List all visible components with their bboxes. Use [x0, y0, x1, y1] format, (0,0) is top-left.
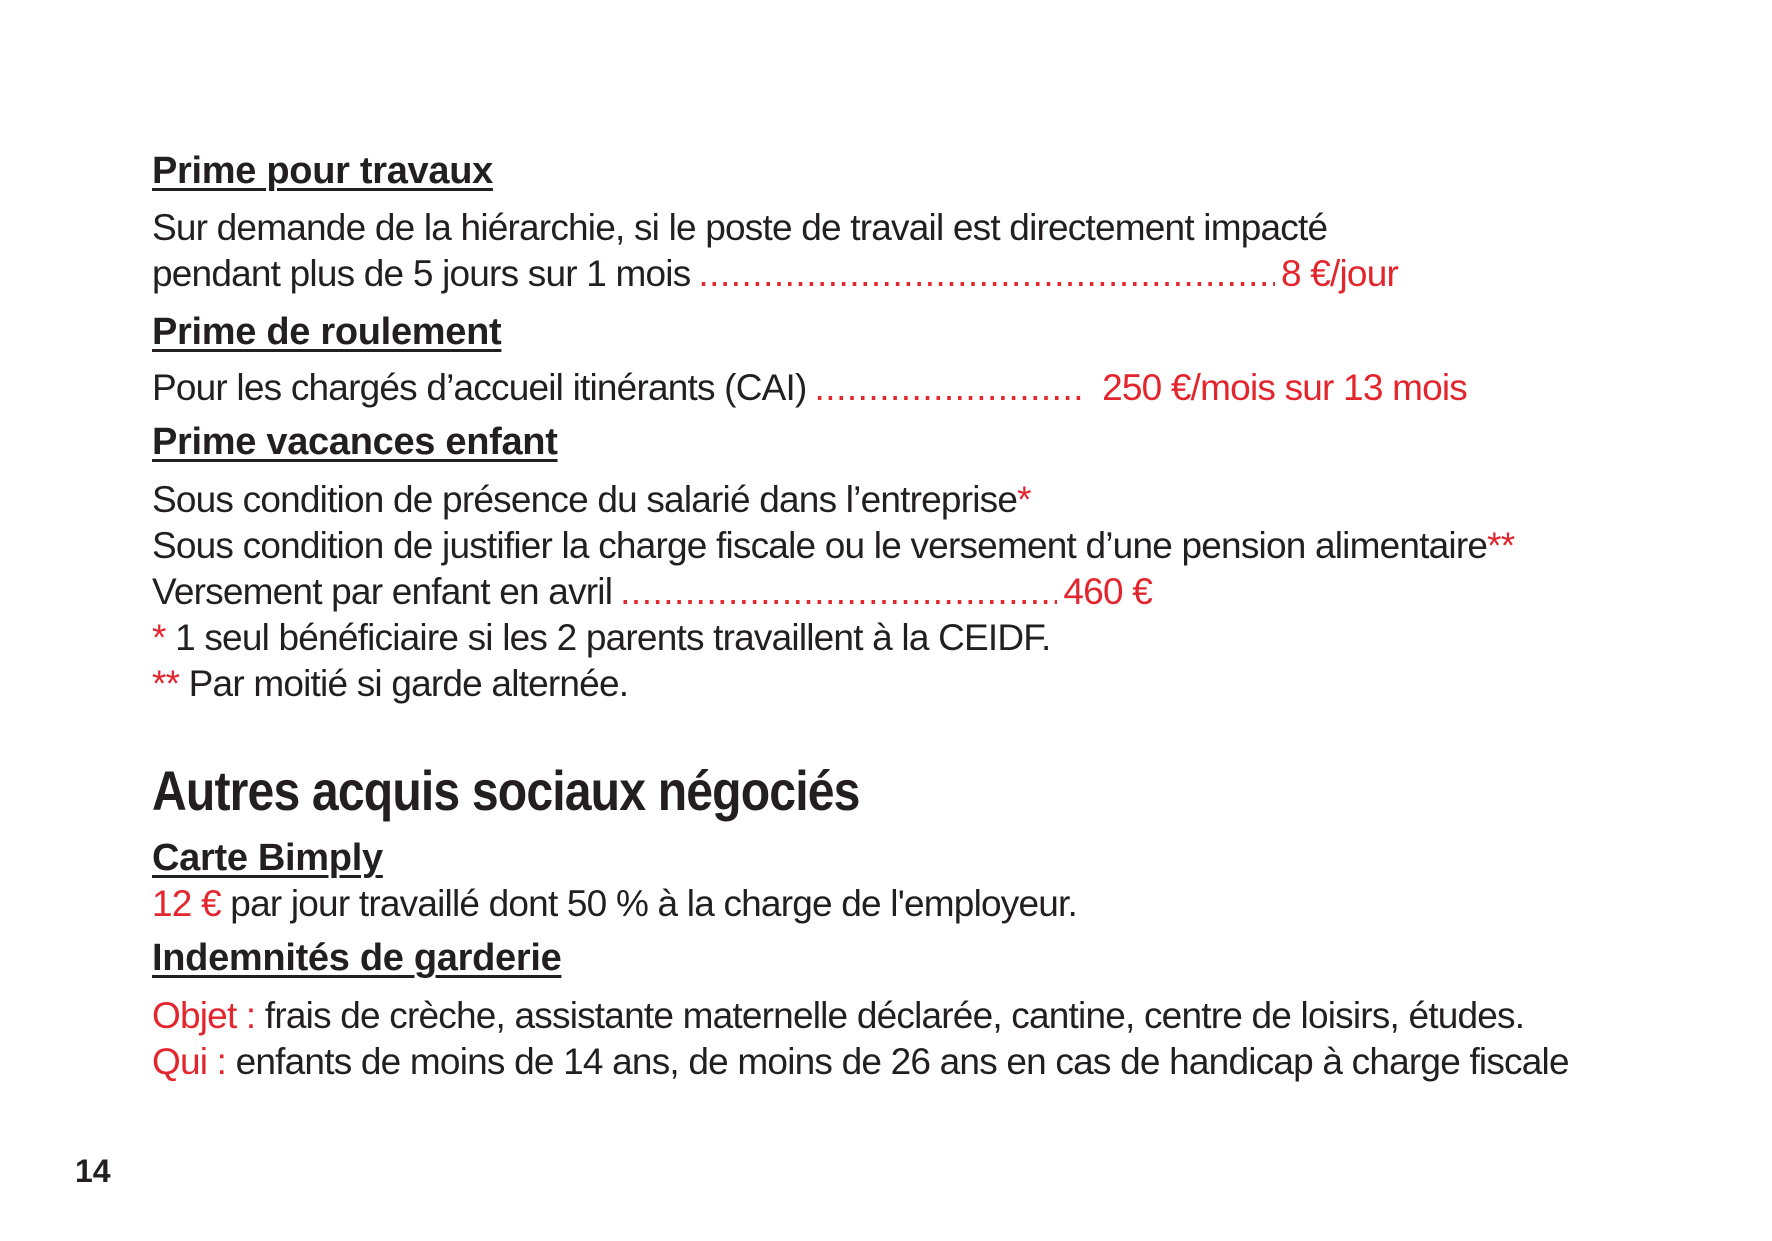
objet-text: frais de crèche, assistante maternelle déclarée, cantine, centre de loisirs, études.: [255, 995, 1525, 1036]
page-content: [152, 148, 1632, 1085]
objet-label: Objet :: [152, 995, 256, 1036]
prime-travaux-condition: pendant plus de 5 jours sur 1 mois: [152, 253, 691, 294]
prime-vacances-line1: [152, 477, 1632, 523]
footnote-mark: **: [1487, 525, 1515, 566]
footnote-mark: *: [152, 617, 166, 658]
prime-roulement-amount: 250 €/mois sur 13 mois: [1102, 367, 1467, 408]
carte-bimply-line: [152, 881, 1632, 927]
prime-roulement-text: Pour les chargés d’accueil itinérants (CAI): [152, 367, 807, 408]
carte-bimply-heading: Carte Bimply: [152, 837, 383, 879]
prime-travaux-line2: [152, 251, 1398, 297]
carte-bimply-text: par jour travaillé dont 50 % à la charge de l'employeur.: [220, 883, 1077, 924]
dot-leader: [698, 251, 1275, 297]
dot-leader: [620, 569, 1057, 615]
note1-text: 1 seul bénéficiaire si les 2 parents travaillent à la CEIDF.: [165, 617, 1051, 658]
page-number: 14: [75, 1153, 111, 1189]
section-title: Autres acquis sociaux négociés: [152, 759, 860, 822]
dot-leader: [815, 365, 1085, 411]
footnote-mark: **: [152, 663, 180, 704]
footnote-mark: *: [1017, 479, 1031, 520]
prime-travaux-heading: Prime pour travaux: [152, 150, 493, 192]
prime-roulement-heading: Prime de roulement: [152, 311, 502, 353]
qui-text: enfants de moins de 14 ans, de moins de 26 ans en cas de handicap à charge fiscale: [226, 1041, 1569, 1082]
prime-vacances-condition1: Sous condition de présence du salarié dans l’entreprise: [152, 479, 1018, 520]
prime-travaux-line1: Sur demande de la hiérarchie, si le poste de travail est directement impacté: [152, 207, 1328, 248]
prime-vacances-heading: Prime vacances enfant: [152, 421, 558, 463]
garderie-qui: [152, 1039, 1632, 1085]
prime-vacances-line3: [152, 569, 1152, 615]
garderie-objet: [152, 993, 1632, 1039]
note2-text: Par moitié si garde alternée.: [179, 663, 629, 704]
prime-roulement-line: [152, 365, 1467, 411]
qui-label: Qui :: [152, 1041, 227, 1082]
prime-travaux-amount: 8 €/jour: [1280, 253, 1398, 294]
prime-vacances-note2: [152, 661, 1632, 707]
garderie-heading: Indemnités de garderie: [152, 937, 562, 979]
prime-vacances-line2: [152, 523, 1632, 569]
prime-vacances-note1: [152, 615, 1632, 661]
prime-vacances-condition2: Sous condition de justifier la charge fiscale ou le versement d’une pension alimentaire: [152, 525, 1488, 566]
carte-bimply-amount: 12 €: [152, 883, 221, 924]
prime-vacances-versement: Versement par enfant en avril: [152, 571, 613, 612]
prime-vacances-amount: 460 €: [1063, 571, 1152, 612]
